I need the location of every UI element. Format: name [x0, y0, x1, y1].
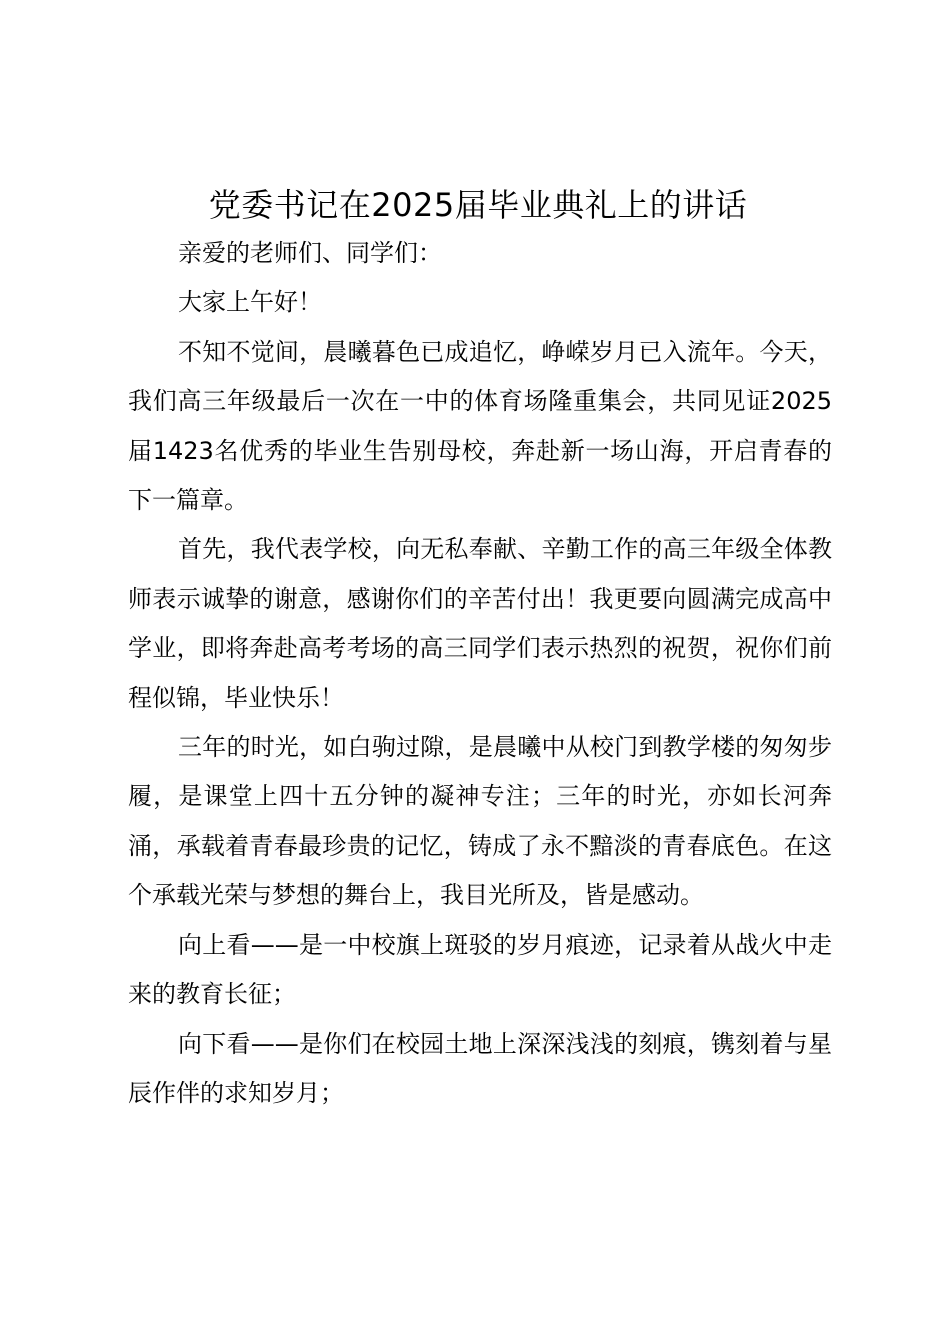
- document-body: [128, 229, 832, 1118]
- paragraph-salutation: 亲爱的老师们、同学们：: [178, 239, 442, 267]
- paragraph-thanks: 首先，我代表学校，向无私奉献、辛勤工作的高三年级全体教师表示诚挚的谢意，感谢你们的辛苦付出！我更要向圆满完成高中学业，即将奔赴高考考场的高三同学们表示热烈的祝贺，祝你们前程似锦，毕业快乐！: [128, 535, 832, 712]
- paragraph-opening: 不知不觉间，晨曦暮色已成追忆，峥嵘岁月已入流年。今天，我们高三年级最后一次在一中的体育场隆重集会，共同见证2025届1423名优秀的毕业生告别母校，奔赴新一场山海，开启青春的下一篇章。: [128, 337, 832, 515]
- paragraph-look-down: 向下看——是你们在校园土地上深深浅浅的刻痕，镌刻着与星辰作伴的求知岁月；: [128, 1029, 832, 1107]
- document-title: 党委书记在2025届毕业典礼上的讲话: [208, 186, 748, 224]
- paragraph-three-years: 三年的时光，如白驹过隙，是晨曦中从校门到教学楼的匆匆步履，是课堂上四十五分钟的凝神专注；三年的时光，亦如长河奔涌，承载着青春最珍贵的记忆，铸成了永不黯淡的青春底色。在这个承载光荣与梦想的舞台上，我目光所及，皆是感动。: [128, 733, 832, 910]
- paragraph-look-up: 向上看——是一中校旗上斑驳的岁月痕迹，记录着从战火中走来的教育长征；: [128, 930, 832, 1009]
- paragraph-greeting: 大家上午好！: [178, 288, 322, 317]
